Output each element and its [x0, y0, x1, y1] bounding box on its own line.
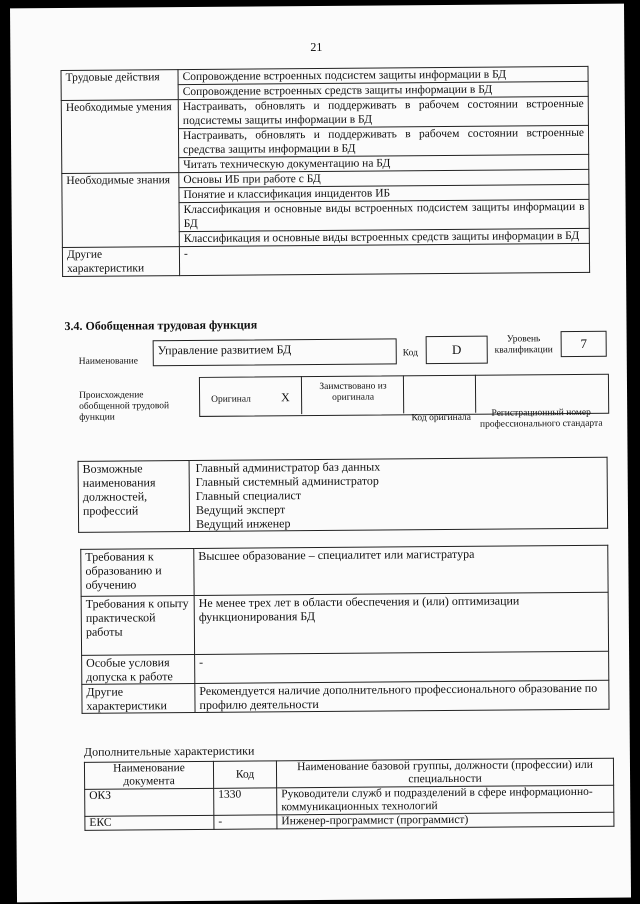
otf-name-value: Управление развитием БД: [153, 338, 397, 366]
other-characteristics-label: Другие характеристики: [62, 247, 179, 277]
page-number: 21: [310, 39, 323, 55]
requirements-table: [80, 545, 609, 714]
code-cell: 1330: [214, 788, 277, 815]
other-value: Рекомендуется наличие дополнительного профессионального образование по профилю деятельности: [195, 680, 609, 712]
skills-label: Необходимые умения: [61, 100, 179, 174]
origin-label: Происхождение обобщенной трудовой функции: [79, 390, 170, 423]
position-item: Ведущий инженер: [196, 516, 291, 531]
positions-label: Возможные наименования должностей, профессий: [78, 461, 190, 533]
original-mark: X: [281, 390, 290, 405]
origin-divider: [475, 375, 477, 413]
knowledge-item: Классификация и основные виды встроенных средств защиты информации в БД: [179, 228, 589, 246]
doc-cell: ЕКС: [85, 815, 214, 830]
skill-item: Настраивать, обновлять и поддерживать в рабочем состоянии встроенные средства защиты информации в БД: [178, 125, 588, 157]
other-label: Другие характеристики: [82, 683, 195, 713]
additional-title: Дополнительные характеристики: [83, 743, 255, 759]
table-row: [85, 812, 614, 830]
code-label: Код: [402, 348, 418, 359]
level-label: Уровень квалификации: [494, 334, 553, 356]
special-conditions-value: -: [195, 651, 609, 683]
knowledge-label: Необходимые знания: [62, 173, 180, 248]
positions-table: [78, 457, 609, 533]
skill-item: Читать техническую документацию на БД: [179, 154, 589, 172]
position-item: Главный системный администратор: [195, 473, 379, 489]
section-heading: 3.4. Обобщенная трудовая функция: [64, 317, 258, 333]
header-code: Код: [213, 761, 276, 788]
knowledge-item: Понятие и классификация инцидентов ИБ: [179, 184, 589, 202]
positions-list: [189, 457, 608, 531]
position-item: Главный администратор баз данных: [195, 459, 381, 475]
doc-cell: ОКЗ: [85, 788, 214, 816]
knowledge-item: Классификация и основные виды встроенных подсистем защиты информации в БД: [179, 199, 589, 231]
labor-action-item: Сопровождение встроенных подсистем защиты информации в БД: [178, 66, 588, 84]
original-label: Оригинал: [211, 394, 251, 405]
knowledge-item: Основы ИБ при работе с БД: [179, 169, 589, 187]
experience-label: Требования к опыту практической работы: [81, 595, 194, 655]
origin-divider: [403, 375, 405, 413]
experience-value: Не менее трех лет в области обеспечения и (или) оптимизации функционирования БД: [194, 592, 608, 654]
labor-actions-label: Трудовые действия: [61, 70, 178, 101]
education-value: Высшее образование – специалитет или магистратура: [194, 545, 608, 595]
special-conditions-label: Особые условия допуска к работе: [82, 654, 195, 684]
origin-divider: [301, 376, 303, 414]
table-row: [85, 785, 614, 816]
document-page: [10, 4, 631, 903]
borrowed-label: Заимствовано из оригинала: [319, 381, 387, 403]
labor-function-table: [60, 66, 590, 277]
group-cell: Инженер-программист (программист): [277, 812, 614, 829]
name-label: Наименование: [78, 356, 139, 367]
header-document: Наименование документа: [84, 761, 213, 789]
otf-code-value: D: [426, 336, 488, 364]
code-cell: -: [214, 815, 277, 829]
code-original-label: Код оригинала: [411, 412, 472, 424]
additional-table: [84, 758, 615, 831]
position-item: Ведущий эксперт: [195, 502, 286, 517]
reg-number-label: Регистрационный номер профессионального стандарта: [480, 407, 603, 430]
position-item: Главный специалист: [195, 488, 302, 503]
labor-action-item: Сопровождение встроенных средств защиты информации в БД: [178, 81, 588, 99]
otf-level-value: 7: [561, 331, 607, 357]
other-characteristics-value: -: [179, 243, 589, 275]
group-cell: Руководители служб и подразделений в сфере информационно-коммуникационных технологий: [277, 785, 614, 815]
education-label: Требования к образованию и обучению: [81, 548, 194, 596]
header-group: Наименование базовой группы, должности (профессии) или специальности: [276, 758, 613, 788]
skill-item: Настраивать, обновлять и поддерживать в рабочем состоянии встроенные подсистемы защиты информации в БД: [178, 96, 588, 128]
